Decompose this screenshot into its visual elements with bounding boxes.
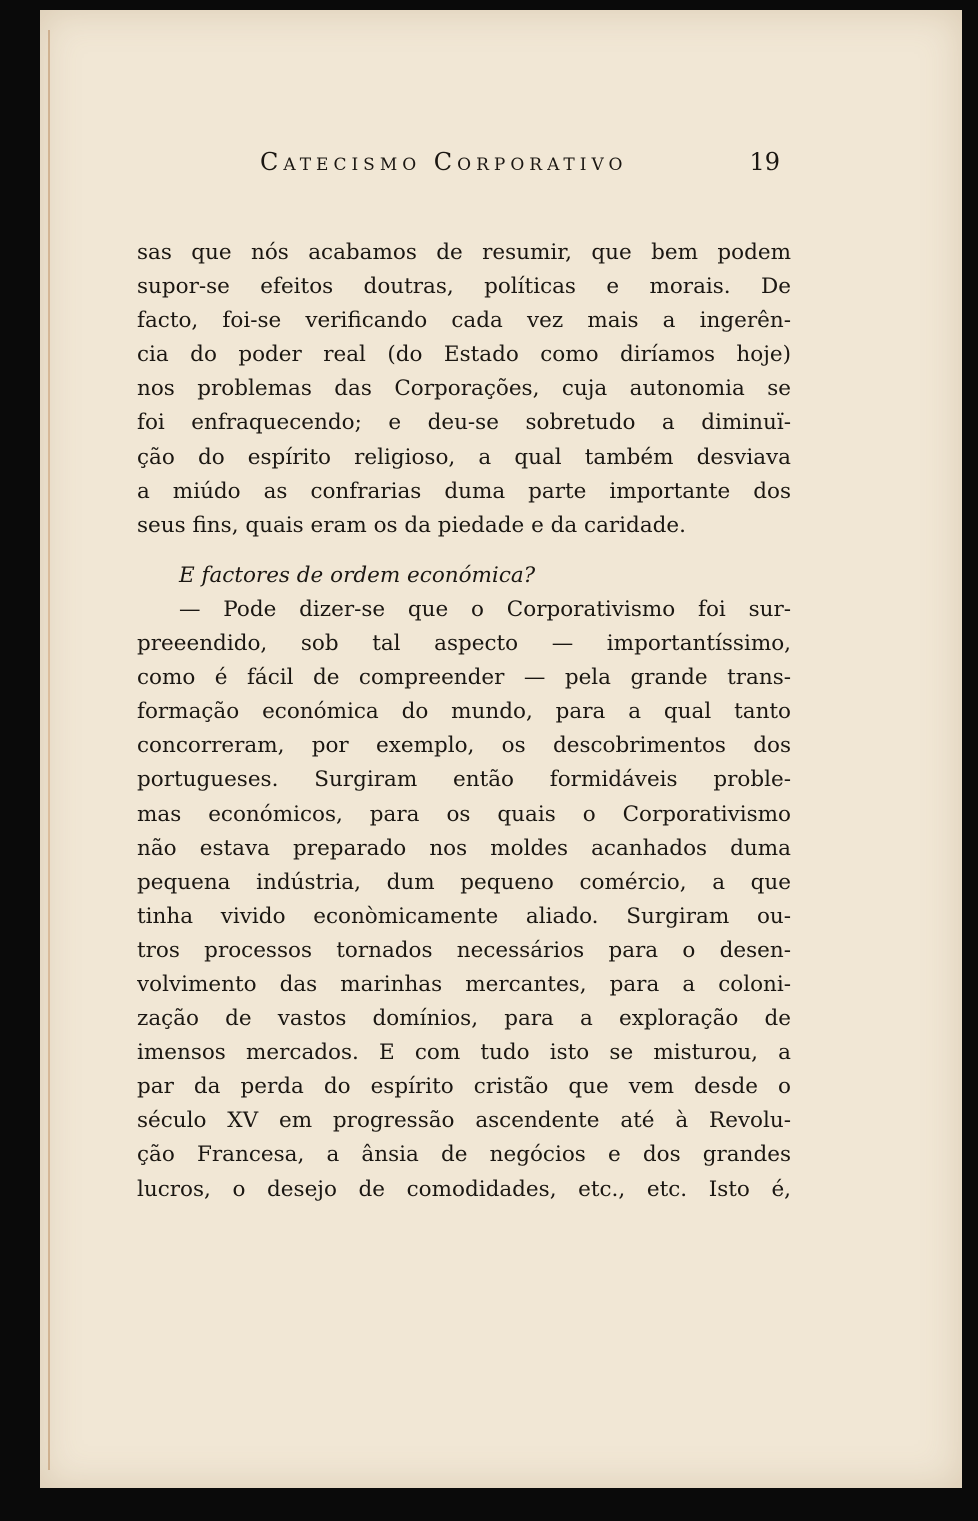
text-line: preeendido, sob tal aspecto — importantíssimo, xyxy=(137,631,791,657)
text-line: concorreram, por exemplo, os descobrimentos dos xyxy=(137,733,791,759)
text-line: mas económicos, para os quais o Corporativismo xyxy=(137,801,791,827)
running-header-title: Catecismo Corporativo xyxy=(260,148,628,176)
text-line: seus fins, quais eram os da piedade e da caridade. xyxy=(137,512,686,538)
text-line: ção Francesa, a ânsia de negócios e dos grandes xyxy=(137,1142,791,1168)
text-line: volvimento das marinhas mercantes, para a coloni- xyxy=(137,971,791,997)
text-line: como é fácil de compreender — pela grande trans- xyxy=(137,665,791,691)
text-line: imensos mercados. E com tudo isto se misturou, a xyxy=(137,1040,791,1066)
text-line: sas que nós acabamos de resumir, que bem podem xyxy=(137,240,791,265)
question-heading: E factores de ordem económica? xyxy=(179,562,536,588)
text-line: ção do espírito religioso, a qual também desviava xyxy=(137,444,791,470)
text-line: zação de vastos domínios, para a exploração de xyxy=(137,1006,791,1032)
text-line: não estava preparado nos moldes acanhados duma xyxy=(137,835,791,861)
paragraph-1 xyxy=(137,236,791,543)
text-line: lucros, o desejo de comodidades, etc., etc. Isto é, xyxy=(137,1176,791,1202)
text-line: foi enfraquecendo; e deu-se sobretudo a diminuï- xyxy=(137,410,791,436)
text-line: — Pode dizer-se que o Corporativismo foi sur- xyxy=(179,596,791,622)
text-line: século XV em progressão ascendente até à Revolu- xyxy=(137,1108,791,1134)
body-text xyxy=(137,236,791,1207)
text-line: a miúdo as confrarias duma parte importante dos xyxy=(137,478,791,504)
text-line: formação económica do mundo, para a qual tanto xyxy=(137,699,791,725)
text-line: par da perda do espírito cristão que vem desde o xyxy=(137,1074,791,1100)
text-line: pequena indústria, dum pequeno comércio, a que xyxy=(137,869,791,895)
book-page xyxy=(40,10,962,1488)
text-line: tros processos tornados necessários para o desen- xyxy=(137,937,791,963)
text-line: cia do poder real (do Estado como diríamos hoje) xyxy=(137,342,791,368)
text-line: tinha vivido econòmicamente aliado. Surgiram ou- xyxy=(137,903,791,929)
running-header xyxy=(260,148,780,188)
paragraph-2 xyxy=(137,593,791,1207)
text-line: supor-se efeitos doutras, políticas e morais. De xyxy=(137,274,791,300)
text-line: portugueses. Surgiram então formidáveis proble- xyxy=(137,767,791,793)
text-line: facto, foi-se verificando cada vez mais a ingerên- xyxy=(137,308,791,334)
page-fold-edge xyxy=(48,30,50,1470)
page-number: 19 xyxy=(749,148,780,176)
text-line: nos problemas das Corporações, cuja autonomia se xyxy=(137,376,791,402)
